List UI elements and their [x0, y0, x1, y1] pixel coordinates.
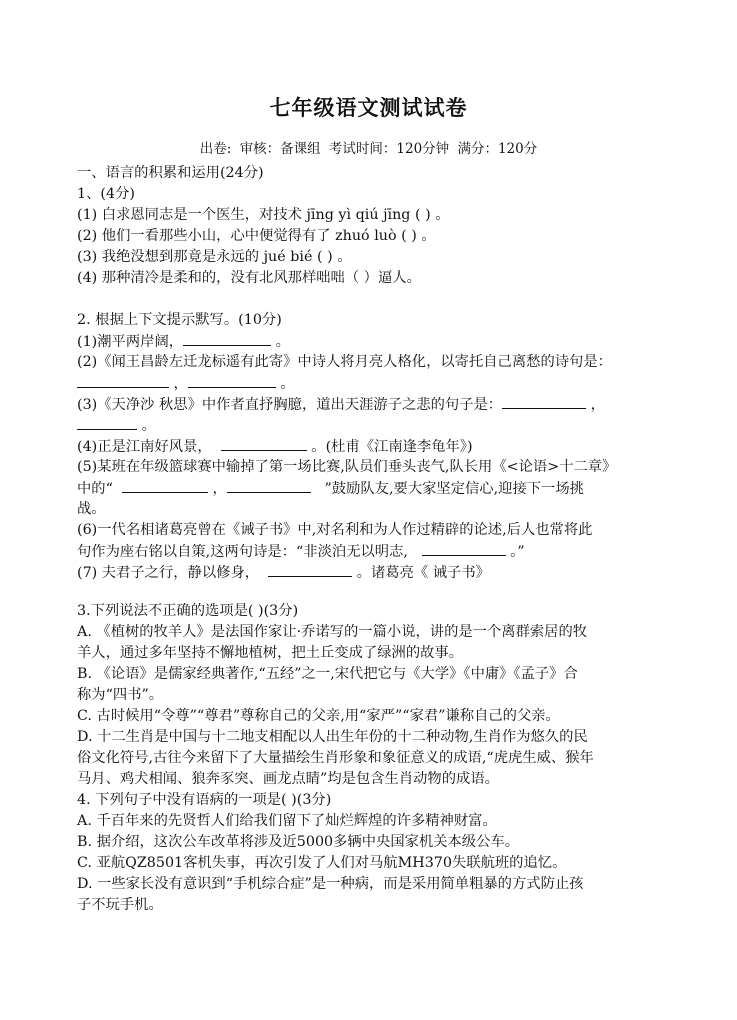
- q3-option-a-line2: 羊人，通过多年坚持不懈地植树，把土丘变成了绿洲的故事。: [77, 645, 464, 661]
- punct: ，: [212, 481, 227, 497]
- q2-item-4: [77, 436, 677, 457]
- q2-item-5-line3: 战。: [77, 501, 106, 517]
- answer-blank[interactable]: [77, 415, 137, 430]
- q2-item-6-line1: (6)一代名相诸葛亮曾在《诫子书》中,对名利和为人作过精辟的论述,后人也常将此: [77, 522, 593, 538]
- q2-item-7-post: 。诸葛亮《 诫子书》: [356, 565, 490, 581]
- q2-item-6-pre: 句作为座右铭以自策,这两句诗是：“非淡泊无以明志,: [77, 544, 408, 560]
- q2-item-3-text: (3)《天净沙 秋思》中作者直抒胸臆，道出天涯游子之悲的句子是：: [77, 397, 503, 413]
- answer-blank[interactable]: [122, 478, 208, 493]
- q2-label: 2. 根据上下文提示默写。(10分): [77, 312, 282, 328]
- answer-blank[interactable]: [221, 436, 307, 451]
- q4-option-d-line1: D. 一些家长没有意识到“手机综合症”是一种病，而是采用简单粗暴的方式防止孩: [77, 876, 584, 892]
- q2-item-1: [77, 331, 677, 352]
- q3-option-d-line3: 马月、鸡犬相闻、狼奔豕突、画龙点睛”均是包含生肖动物的成语。: [77, 771, 499, 787]
- section-heading: 一、语言的积累和运用(24分): [77, 165, 264, 181]
- page-title: 七年级语文测试试卷: [269, 96, 468, 120]
- q2-item-4-source: 。(杜甫《江南逢李龟年》): [311, 439, 473, 455]
- answer-blank[interactable]: [188, 373, 276, 388]
- q2-item-7: [77, 562, 677, 583]
- q2-item-5-line1: (5)某班在年级篮球赛中输掉了第一场比赛,队员们垂头丧气,队长用《<论语>十二章》: [77, 459, 617, 475]
- q2-item-5-line2: [77, 478, 677, 499]
- punct: 。: [280, 376, 295, 392]
- q2-item-4-text: (4)正是江南好风景，: [77, 439, 212, 455]
- q4-option-d-line2: 子不玩手机。: [77, 897, 163, 913]
- answer-blank[interactable]: [502, 394, 586, 409]
- q2-item-1-text: (1)潮平两岸阔，: [77, 334, 184, 350]
- q3-label: 3.下列说法不正确的选项是( )(3分): [77, 603, 299, 619]
- answer-blank[interactable]: [183, 331, 271, 346]
- q1-item-4: (4) 那种清冷是柔和的，没有北风那样咄咄（ ）逼人。: [77, 270, 421, 286]
- punct: 。: [275, 334, 290, 350]
- punct: 。”: [510, 544, 525, 560]
- q1-label: 1、(4分): [77, 186, 135, 202]
- q1-item-1: (1) 白求恩同志是一个医生，对技术 jīng yì qiú jīng ( ) 。: [77, 207, 450, 223]
- q2-item-6-line2: [77, 541, 677, 562]
- q3-option-d-line1: D. 十二生肖是中国与十二地支相配以人出生年份的十二种动物,生肖作为悠久的民: [77, 729, 588, 745]
- q2-item-3: [77, 394, 677, 415]
- answer-blank[interactable]: [268, 562, 352, 577]
- q2-item-7-pre: (7) 夫君子之行，静以修身，: [77, 565, 260, 581]
- punct: 。: [141, 418, 156, 434]
- q3-option-d-line2: 俗文化符号,古往今来留下了大量描绘生肖形象和象征意义的成语,“虎虎生威、猴年: [77, 750, 594, 766]
- q3-option-c: C. 古时候用“令尊”“尊君”尊称自己的父亲,用“家严”“家君”谦称自己的父亲。: [77, 708, 560, 724]
- q3-option-a-line1: A. 《植树的牧羊人》是法国作家让·乔诺写的一篇小说，讲的是一个离群索居的牧: [77, 624, 588, 640]
- q2-item-5-post: ”鼓励队友,要大家坚定信心,迎接下一场挑: [324, 481, 584, 497]
- q3-option-b-line1: B. 《论语》是儒家经典著作,“五经”之一,宋代把它与《大学》《中庸》《孟子》合: [77, 666, 578, 682]
- q3-option-b-line2: 称为“四书”。: [77, 687, 164, 703]
- punct: ，: [590, 397, 605, 413]
- q4-option-b: B. 据介绍，这次公车改革将涉及近5000多辆中央国家机关本级公车。: [77, 834, 519, 850]
- q2-item-3-blank2: [77, 415, 677, 436]
- q1-item-3: (3) 我绝没想到那竟是永远的 jué bié ( ) 。: [77, 249, 352, 265]
- q4-option-c: C. 亚航QZ8501客机失事，再次引发了人们对马航MH370失联航班的追忆。: [77, 855, 567, 871]
- answer-blank[interactable]: [77, 373, 169, 388]
- q2-item-5-pre: 中的“: [77, 481, 113, 497]
- answer-blank[interactable]: [227, 478, 311, 493]
- exam-meta: 出卷: 审核：备课组 考试时间：120分钟 满分：120分: [199, 141, 538, 157]
- q1-item-2: (2) 他们一看那些小山，心中便觉得有了 zhuó luò ( ) 。: [77, 228, 436, 244]
- q2-item-2: (2)《闻王昌龄左迁龙标遥有此寄》中诗人将月亮人格化，以寄托自己离愁的诗句是：: [77, 354, 612, 370]
- q2-item-2-blanks: [77, 373, 677, 394]
- answer-blank[interactable]: [422, 541, 506, 556]
- q4-option-a: A. 千百年来的先贤哲人们给我们留下了灿烂辉煌的许多精神财富。: [77, 813, 497, 829]
- punct: ，: [173, 376, 188, 392]
- q4-label: 4. 下列句子中没有语病的一项是( )(3分): [77, 792, 332, 808]
